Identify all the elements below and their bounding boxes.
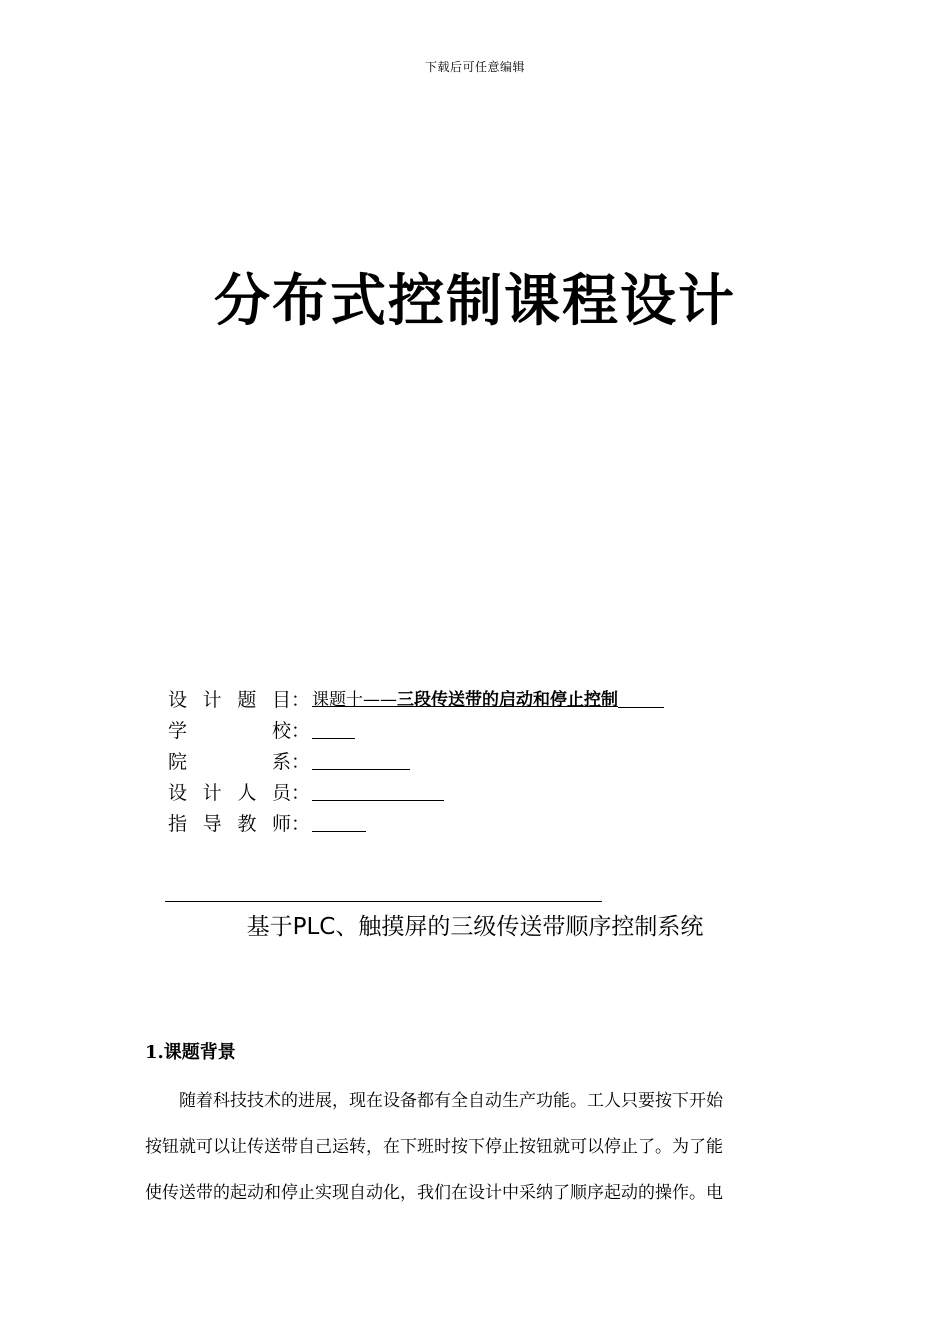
section-heading: 1.课题背景 [145,1042,236,1063]
designer-colon: ： [291,782,311,804]
topic-blank-line [618,685,664,708]
info-row-advisor [168,809,664,840]
info-row-school [168,716,664,747]
school-colon: ： [291,720,311,742]
school-label: 学校 [168,720,291,742]
designer-blank-line [312,778,444,801]
topic-label: 设计题目 [168,689,291,711]
info-block [168,685,664,840]
dept-colon: ： [291,751,311,773]
body-line: 使传送带的起动和停止实现自动化，我们在设计中采纳了顺序起动的操作。电 [145,1183,723,1203]
advisor-label: 指导教师 [168,813,291,835]
dept-label: 院系 [168,751,291,773]
horizontal-rule [165,901,602,902]
page-title: 分布式控制课程设计 [214,269,736,334]
topic-value [312,685,618,716]
topic-colon: ： [291,689,311,711]
info-row-topic [168,685,664,716]
body-paragraph [145,1078,807,1216]
advisor-colon: ： [291,813,311,835]
dept-blank-line [312,747,410,770]
designer-label: 设计人员 [168,782,291,804]
subtitle: 基于PLC、触摸屏的三级传送带顺序控制系统 [246,914,704,940]
advisor-blank-line [312,809,366,832]
body-line: 随着科技技术的进展，现在设备都有全自动生产功能。工人只要按下开始 [179,1091,723,1111]
school-blank-line [312,716,355,739]
topic-bold: 三段传送带的启动和停止控制 [397,690,618,710]
info-row-designer [168,778,664,809]
info-row-dept [168,747,664,778]
body-line: 按钮就可以让传送带自己运转，在下班时按下停止按钮就可以停止了。为了能 [145,1137,723,1157]
header-note: 下载后可任意编辑 [424,60,525,74]
topic-prefix: 课题十—— [312,690,397,710]
